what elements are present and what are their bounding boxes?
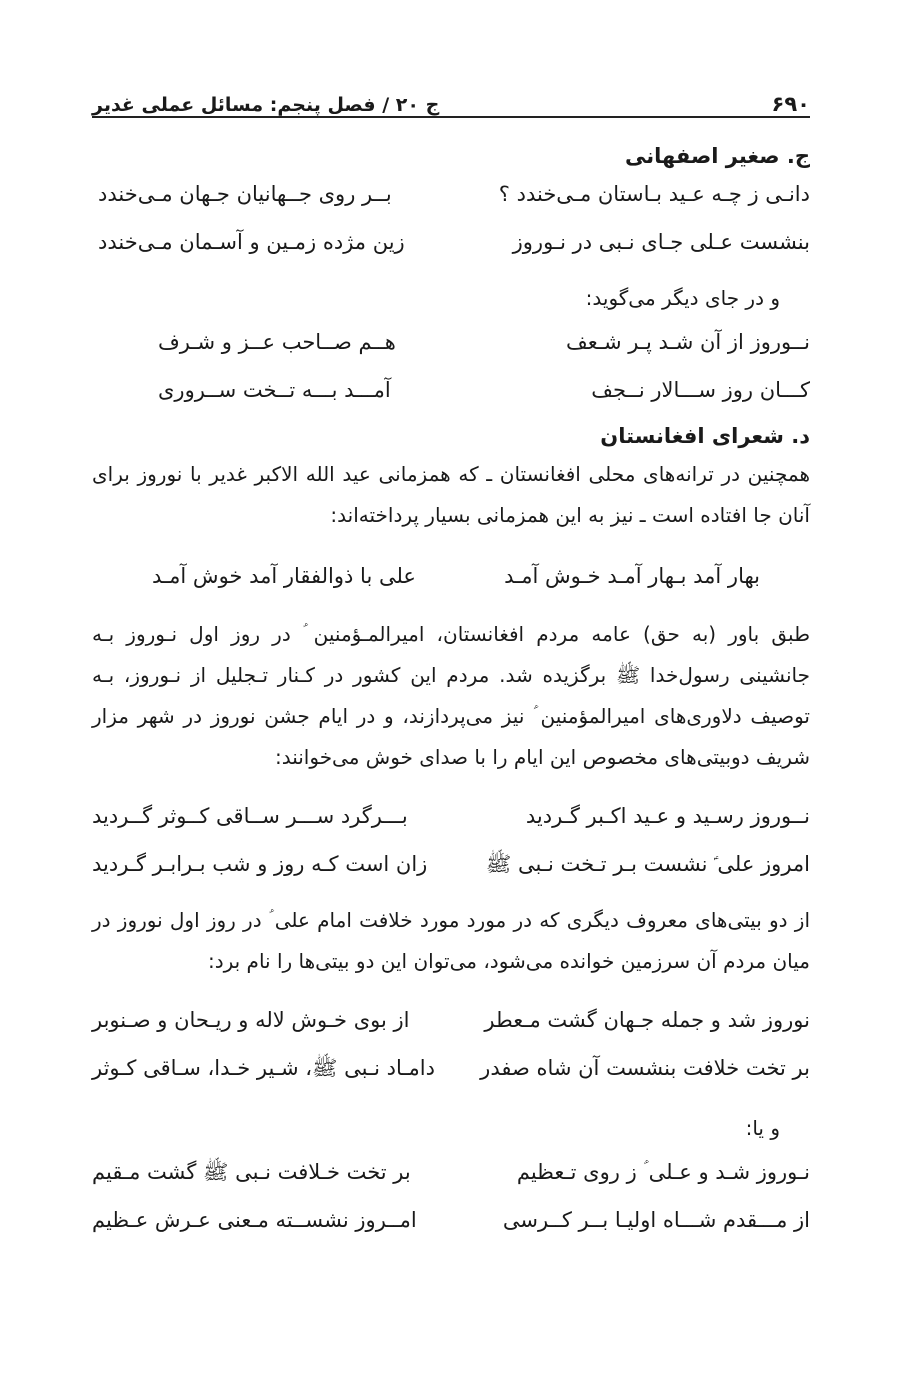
verse-hemistich: بر تخت خلافت بنشست آن شاه صفدر: [480, 1056, 810, 1080]
verse-hemistich: امروز علی ؑ نشست بـر تـخت نـبی ﷺ: [485, 852, 810, 876]
verse-hemistich: هــم صــاحب عــز و شـرف: [158, 330, 396, 354]
verse-row: [92, 170, 810, 218]
verse-hemistich: بـــرگرد ســـر ســاقی کــوثر گــردید: [92, 804, 408, 828]
verse-row: [92, 1148, 810, 1196]
verse-hemistich: زان است کـه روز و شب بـرابـر گـردید: [92, 852, 428, 876]
running-title: ج ۲۰ / فصل پنجم: مسائل عملی غدیر: [92, 94, 440, 116]
verse-row: [92, 1044, 810, 1092]
section-d-heading: د. شعرای افغانستان: [600, 424, 810, 448]
paragraph: طبق باور (به حق) عامه مردم افغانستان، امیرالمـؤمنین ؑ در روز اول نـوروز بـه جانشینی رسول‌خدا ﷺ برگزیده شد. مردم این کشور در کـنار تـجلیل از نـوروز، بـه توصیف دلاوری‌های امیرالمؤمنین ؑ نیز می‌پردازند، و در ایام جشن نوروز در شهر مزار شریف دوبیتی‌های مخصوص این ایام را با صدای خوش می‌خوانند:: [92, 622, 810, 769]
running-header: [92, 62, 810, 118]
poem-intro: و در جای دیگر می‌گوید:: [585, 286, 780, 310]
verse-hemistich: امــروز نشســته مـعنی عـرش عـظیم: [92, 1208, 417, 1232]
poem-intro: و یا:: [745, 1116, 780, 1140]
verse-row: [92, 792, 810, 840]
verse-hemistich: از مـــقدم شـــاه اولیـا بــر کــرسی: [502, 1208, 810, 1232]
verse-row: [92, 840, 810, 888]
verse-hemistich: نــوروز رسـید و عـید اکـبر گـردید: [525, 804, 810, 828]
verse-row: [92, 1196, 810, 1244]
verse-hemistich: علی با ذوالفقار آمد خوش آمـد: [152, 564, 416, 588]
page-number: ۶۹۰: [771, 92, 810, 116]
verse-hemistich: زین مژده زمـین و آسـمان مـی‌خندد: [98, 230, 405, 254]
verse-row: [92, 996, 810, 1044]
paragraph: از دو بیتی‌های معروف دیگری که در مورد مورد خلافت امام علی ؑ در روز اول نوروز در میان مردم آن سرزمین خوانده می‌شود، می‌توان این دو بیتی‌ها را نام برد:: [92, 908, 810, 973]
verse-hemistich: دانـی ز چـه عـید بـاستان مـی‌خندد ؟: [498, 182, 810, 206]
section-c-heading: ج. صغیر اصفهانی: [624, 144, 810, 168]
verse-hemistich: نــوروز از آن شـد پـر شـعف: [565, 330, 810, 354]
verse-row: [92, 552, 810, 600]
verse-row: [92, 366, 810, 414]
paragraph: همچنین در ترانه‌های محلی افغانستان ـ که همزمانی عید الله الاکبر غدیر با نوروز برای آنان جا افتاده است ـ نیز به این همزمانی بسیار پرداخته‌اند:: [92, 462, 810, 527]
verse-hemistich: بــر روی جــهانیان جـهان مـی‌خندد: [98, 182, 392, 206]
verse-hemistich: نـوروز شـد و عـلی ؑ ز روی تـعظیم: [516, 1160, 810, 1184]
verse-hemistich: بهار آمد بـهار آمـد خـوش آمـد: [504, 564, 760, 588]
verse-hemistich: نوروز شد و جمله جـهان گشت مـعطر: [484, 1008, 810, 1032]
verse-hemistich: بر تخت خـلافت نـبی ﷺ گشت مـقیم: [92, 1160, 411, 1184]
verse-hemistich: از بوی خـوش لاله و ریـحان و صـنوبر: [92, 1008, 410, 1032]
verse-hemistich: آمـــد بـــه تــخت ســروری: [158, 378, 391, 402]
verse-row: [92, 318, 810, 366]
verse-hemistich: بنشست عـلی جـای نـبی در نـوروز: [512, 230, 810, 254]
verse-hemistich: دامـاد نـبی ﷺ، شـیر خـدا، سـاقی کـوثر: [92, 1056, 435, 1080]
page: [92, 62, 810, 1244]
verse-hemistich: کـــان روز ســـالار نــجف: [591, 378, 810, 402]
verse-row: [92, 218, 810, 266]
